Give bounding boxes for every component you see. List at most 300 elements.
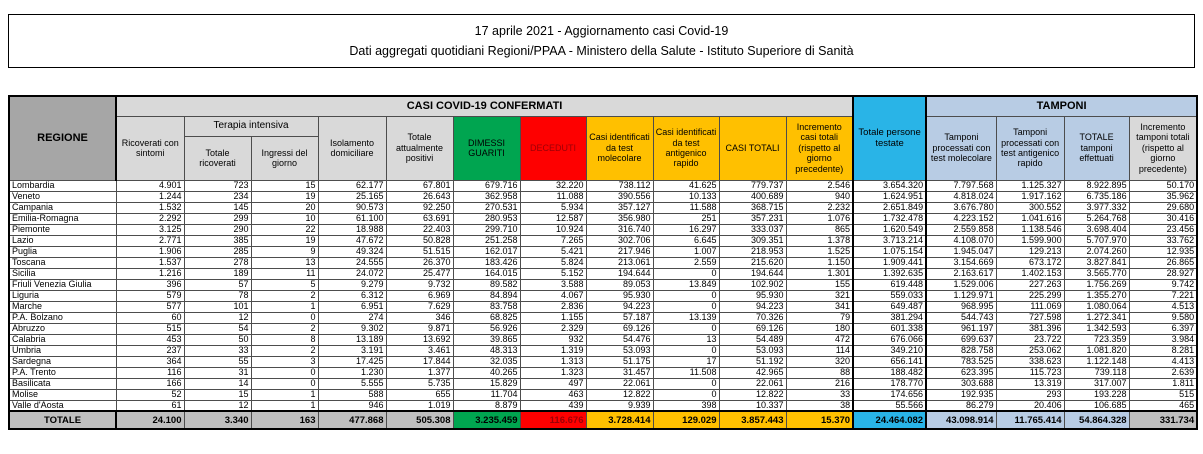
value-cell: 3.827.841 (1064, 257, 1129, 268)
total-value-cell: 116.676 (520, 411, 586, 429)
value-cell: 2.232 (786, 202, 853, 213)
value-cell: 67.801 (386, 180, 453, 191)
total-value-cell: 54.864.328 (1064, 411, 1129, 429)
value-cell: 739.118 (1064, 367, 1129, 378)
region-row (9, 279, 1197, 290)
group-header-terapia-intensiva: Terapia intensiva (184, 116, 318, 136)
total-value-cell: 477.868 (318, 411, 386, 429)
total-label: TOTALE (9, 411, 116, 429)
col-header-tamponi-molecolare: Tamponi processati con test molecolare (926, 116, 996, 180)
value-cell: 2.836 (520, 301, 586, 312)
value-cell: 356.980 (586, 213, 653, 224)
value-cell: 26.370 (386, 257, 453, 268)
value-cell: 194.644 (719, 268, 786, 279)
col-header-persone-testate: Totale persone testate (853, 96, 926, 180)
col-header-regione: REGIONE (9, 96, 116, 180)
value-cell: 1.756.269 (1064, 279, 1129, 290)
value-cell: 20 (251, 202, 318, 213)
value-cell: 699.637 (926, 334, 996, 345)
value-cell: 216 (786, 378, 853, 389)
value-cell: 15.829 (453, 378, 520, 389)
value-cell: 0 (251, 378, 318, 389)
value-cell: 5 (251, 279, 318, 290)
value-cell: 1.007 (653, 246, 719, 257)
value-cell: 31 (184, 367, 251, 378)
value-cell: 0 (653, 301, 719, 312)
value-cell: 13.319 (996, 378, 1064, 389)
value-cell: 251.258 (453, 235, 520, 246)
value-cell: 26.865 (1129, 257, 1197, 268)
value-cell: 1.378 (786, 235, 853, 246)
col-header-ti-ingressi: Ingressi del giorno (251, 136, 318, 180)
value-cell: 22 (251, 224, 318, 235)
value-cell: 1.906 (116, 246, 184, 257)
value-cell: 62.177 (318, 180, 386, 191)
value-cell: 57 (184, 279, 251, 290)
value-cell: 57.187 (586, 312, 653, 323)
value-cell: 12.587 (520, 213, 586, 224)
value-cell: 13.849 (653, 279, 719, 290)
value-cell: 0 (653, 290, 719, 301)
value-cell: 68.825 (453, 312, 520, 323)
value-cell: 364 (116, 356, 184, 367)
value-cell: 19 (251, 191, 318, 202)
value-cell: 19 (251, 235, 318, 246)
value-cell: 114 (786, 345, 853, 356)
value-cell: 673.172 (996, 257, 1064, 268)
value-cell: 649.487 (853, 301, 926, 312)
value-cell: 26.643 (386, 191, 453, 202)
value-cell: 280.953 (453, 213, 520, 224)
value-cell: 1.155 (520, 312, 586, 323)
value-cell: 932 (520, 334, 586, 345)
value-cell: 2.163.617 (926, 268, 996, 279)
region-name: Lazio (9, 235, 116, 246)
value-cell: 9.279 (318, 279, 386, 290)
value-cell: 17.425 (318, 356, 386, 367)
total-value-cell: 3.857.443 (719, 411, 786, 429)
value-cell: 52 (116, 389, 184, 400)
value-cell: 12.822 (586, 389, 653, 400)
value-cell: 497 (520, 378, 586, 389)
value-cell: 11.508 (653, 367, 719, 378)
value-cell: 53.093 (586, 345, 653, 356)
value-cell: 48.313 (453, 345, 520, 356)
value-cell: 9.580 (1129, 312, 1197, 323)
value-cell: 1 (251, 389, 318, 400)
region-name: Umbria (9, 345, 116, 356)
value-cell: 51.175 (586, 356, 653, 367)
value-cell: 1.080.064 (1064, 301, 1129, 312)
value-cell: 515 (1129, 389, 1197, 400)
value-cell: 35.962 (1129, 191, 1197, 202)
value-cell: 588 (318, 389, 386, 400)
value-cell: 1.323 (520, 367, 586, 378)
value-cell: 84.894 (453, 290, 520, 301)
value-cell: 1.525 (786, 246, 853, 257)
value-cell: 968.995 (926, 301, 996, 312)
value-cell: 2.074.260 (1064, 246, 1129, 257)
value-cell: 95.930 (719, 290, 786, 301)
value-cell: 465 (1129, 400, 1197, 411)
region-row (9, 356, 1197, 367)
region-name: Calabria (9, 334, 116, 345)
value-cell: 3.977.332 (1064, 202, 1129, 213)
value-cell: 865 (786, 224, 853, 235)
value-cell: 8.879 (453, 400, 520, 411)
value-cell: 23.722 (996, 334, 1064, 345)
value-cell: 1.599.900 (996, 235, 1064, 246)
region-name: Sardegna (9, 356, 116, 367)
value-cell: 60 (116, 312, 184, 323)
region-row (9, 180, 1197, 191)
value-cell: 1.377 (386, 367, 453, 378)
value-cell: 4.901 (116, 180, 184, 191)
value-cell: 162.017 (453, 246, 520, 257)
value-cell: 2.559.858 (926, 224, 996, 235)
value-cell: 1.122.148 (1064, 356, 1129, 367)
value-cell: 679.716 (453, 180, 520, 191)
value-cell: 3.698.404 (1064, 224, 1129, 235)
total-value-cell: 3.235.459 (453, 411, 520, 429)
value-cell: 5.152 (520, 268, 586, 279)
region-name: Veneto (9, 191, 116, 202)
value-cell: 86.279 (926, 400, 996, 411)
value-cell: 579 (116, 290, 184, 301)
value-cell: 61 (116, 400, 184, 411)
value-cell: 1.019 (386, 400, 453, 411)
value-cell: 463 (520, 389, 586, 400)
region-name: Valle d'Aosta (9, 400, 116, 411)
value-cell: 3.654.320 (853, 180, 926, 191)
value-cell: 2.292 (116, 213, 184, 224)
value-cell: 13.189 (318, 334, 386, 345)
value-cell: 472 (786, 334, 853, 345)
value-cell: 10.924 (520, 224, 586, 235)
value-cell: 55 (184, 356, 251, 367)
value-cell: 723 (184, 180, 251, 191)
value-cell: 3.676.780 (926, 202, 996, 213)
report-title-box (8, 14, 1195, 68)
value-cell: 333.037 (719, 224, 786, 235)
value-cell: 155 (786, 279, 853, 290)
value-cell: 47.672 (318, 235, 386, 246)
value-cell: 779.737 (719, 180, 786, 191)
value-cell: 1.076 (786, 213, 853, 224)
total-value-cell: 331.734 (1129, 411, 1197, 429)
value-cell: 321 (786, 290, 853, 301)
value-cell: 22.061 (586, 378, 653, 389)
region-row (9, 301, 1197, 312)
total-value-cell: 11.765.414 (996, 411, 1064, 429)
region-name: P.A. Trento (9, 367, 116, 378)
col-header-tamponi-antigenico: Tamponi processati con test antigenico rapido (996, 116, 1064, 180)
value-cell: 0 (653, 345, 719, 356)
value-cell: 51.515 (386, 246, 453, 257)
value-cell: 656.141 (853, 356, 926, 367)
value-cell: 178.770 (853, 378, 926, 389)
value-cell: 17.844 (386, 356, 453, 367)
value-cell: 29.680 (1129, 202, 1197, 213)
col-header-tamponi-totale: TOTALE tamponi effettuati (1064, 116, 1129, 180)
value-cell: 6.969 (386, 290, 453, 301)
value-cell: 1.355.270 (1064, 290, 1129, 301)
value-cell: 16.297 (653, 224, 719, 235)
value-cell: 2.639 (1129, 367, 1197, 378)
region-row (9, 290, 1197, 301)
value-cell: 225.299 (996, 290, 1064, 301)
value-cell: 783.525 (926, 356, 996, 367)
value-cell: 92.250 (386, 202, 453, 213)
value-cell: 9.742 (1129, 279, 1197, 290)
value-cell: 1.909.441 (853, 257, 926, 268)
region-row (9, 400, 1197, 411)
region-row (9, 389, 1197, 400)
value-cell: 1.138.546 (996, 224, 1064, 235)
value-cell: 270.531 (453, 202, 520, 213)
value-cell: 2 (251, 323, 318, 334)
table-body (9, 180, 1197, 411)
report-subtitle: Dati aggregati quotidiani Regioni/PPAA - Ministero della Salute - Istituto Superiore di Sanità (349, 44, 854, 58)
value-cell: 32.220 (520, 180, 586, 191)
value-cell: 30.416 (1129, 213, 1197, 224)
total-value-cell: 505.308 (386, 411, 453, 429)
value-cell: 180 (786, 323, 853, 334)
value-cell: 50.828 (386, 235, 453, 246)
value-cell: 13 (653, 334, 719, 345)
region-name: Marche (9, 301, 116, 312)
value-cell: 1.811 (1129, 378, 1197, 389)
value-cell: 4.067 (520, 290, 586, 301)
value-cell: 1.392.635 (853, 268, 926, 279)
value-cell: 50.170 (1129, 180, 1197, 191)
value-cell: 10 (251, 213, 318, 224)
value-cell: 2.559 (653, 257, 719, 268)
value-cell: 188.482 (853, 367, 926, 378)
value-cell: 78 (184, 290, 251, 301)
value-cell: 251 (653, 213, 719, 224)
value-cell: 102.902 (719, 279, 786, 290)
value-cell: 33 (184, 345, 251, 356)
value-cell: 28.927 (1129, 268, 1197, 279)
col-header-attualmente-positivi: Totale attualmente positivi (386, 116, 453, 180)
value-cell: 69.126 (586, 323, 653, 334)
value-cell: 290 (184, 224, 251, 235)
value-cell: 70.326 (719, 312, 786, 323)
value-cell: 4.223.152 (926, 213, 996, 224)
value-cell: 15 (184, 389, 251, 400)
value-cell: 5.824 (520, 257, 586, 268)
total-value-cell: 163 (251, 411, 318, 429)
value-cell: 217.946 (586, 246, 653, 257)
group-header-tamponi: TAMPONI (926, 96, 1197, 116)
value-cell: 10.337 (719, 400, 786, 411)
value-cell: 218.953 (719, 246, 786, 257)
value-cell: 3.191 (318, 345, 386, 356)
value-cell: 115.723 (996, 367, 1064, 378)
value-cell: 940 (786, 191, 853, 202)
col-header-ti-totale: Totale ricoverati (184, 136, 251, 180)
region-name: Toscana (9, 257, 116, 268)
value-cell: 338.623 (996, 356, 1064, 367)
value-cell: 2 (251, 345, 318, 356)
value-cell: 145 (184, 202, 251, 213)
region-name: Campania (9, 202, 116, 213)
col-header-casi-antigenico: Casi identificati da test antigenico rapido (653, 116, 719, 180)
value-cell: 32.035 (453, 356, 520, 367)
value-cell: 237 (116, 345, 184, 356)
value-cell: 2.329 (520, 323, 586, 334)
total-value-cell: 3.728.414 (586, 411, 653, 429)
region-row (9, 224, 1197, 235)
value-cell: 439 (520, 400, 586, 411)
value-cell: 41.625 (653, 180, 719, 191)
value-cell: 33 (786, 389, 853, 400)
value-cell: 12.935 (1129, 246, 1197, 257)
value-cell: 94.223 (586, 301, 653, 312)
value-cell: 9.939 (586, 400, 653, 411)
value-cell: 183.426 (453, 257, 520, 268)
value-cell: 1.313 (520, 356, 586, 367)
value-cell: 1.125.327 (996, 180, 1064, 191)
value-cell: 299 (184, 213, 251, 224)
value-cell: 9.732 (386, 279, 453, 290)
value-cell: 116 (116, 367, 184, 378)
total-value-cell: 24.464.082 (853, 411, 926, 429)
value-cell: 24.555 (318, 257, 386, 268)
region-name: P.A. Bolzano (9, 312, 116, 323)
value-cell: 946 (318, 400, 386, 411)
value-cell: 1.624.951 (853, 191, 926, 202)
col-header-ricoverati: Ricoverati con sintomi (116, 116, 184, 180)
value-cell: 398 (653, 400, 719, 411)
value-cell: 22.403 (386, 224, 453, 235)
value-cell: 11.088 (520, 191, 586, 202)
value-cell: 13 (251, 257, 318, 268)
group-header-casi-confermati: CASI COVID-19 CONFERMATI (116, 96, 853, 116)
value-cell: 56.926 (453, 323, 520, 334)
value-cell: 0 (653, 268, 719, 279)
value-cell: 1.230 (318, 367, 386, 378)
value-cell: 164.015 (453, 268, 520, 279)
value-cell: 24.072 (318, 268, 386, 279)
value-cell: 515 (116, 323, 184, 334)
value-cell: 6.645 (653, 235, 719, 246)
value-cell: 316.740 (586, 224, 653, 235)
value-cell: 39.865 (453, 334, 520, 345)
value-cell: 0 (653, 378, 719, 389)
value-cell: 4.513 (1129, 301, 1197, 312)
value-cell: 2 (251, 290, 318, 301)
value-cell: 2.771 (116, 235, 184, 246)
value-cell: 5.707.970 (1064, 235, 1129, 246)
value-cell: 11.704 (453, 389, 520, 400)
value-cell: 1.244 (116, 191, 184, 202)
value-cell: 194.644 (586, 268, 653, 279)
value-cell: 253.062 (996, 345, 1064, 356)
value-cell: 8.281 (1129, 345, 1197, 356)
value-cell: 89.582 (453, 279, 520, 290)
region-name: Piemonte (9, 224, 116, 235)
value-cell: 10.133 (653, 191, 719, 202)
value-cell: 2.651.849 (853, 202, 926, 213)
region-row (9, 202, 1197, 213)
value-cell: 3.984 (1129, 334, 1197, 345)
value-cell: 1 (251, 301, 318, 312)
value-cell: 346 (386, 312, 453, 323)
value-cell: 9.871 (386, 323, 453, 334)
value-cell: 1.732.478 (853, 213, 926, 224)
value-cell: 13.692 (386, 334, 453, 345)
value-cell: 106.685 (1064, 400, 1129, 411)
value-cell: 1.917.162 (996, 191, 1064, 202)
col-header-casi-totali: CASI TOTALI (719, 116, 786, 180)
value-cell: 12.822 (719, 389, 786, 400)
value-cell: 381.294 (853, 312, 926, 323)
value-cell: 1.129.971 (926, 290, 996, 301)
value-cell: 6.951 (318, 301, 386, 312)
region-row (9, 323, 1197, 334)
value-cell: 559.033 (853, 290, 926, 301)
total-value-cell: 129.029 (653, 411, 719, 429)
value-cell: 1.529.006 (926, 279, 996, 290)
value-cell: 20.406 (996, 400, 1064, 411)
value-cell: 7.797.568 (926, 180, 996, 191)
value-cell: 14 (184, 378, 251, 389)
value-cell: 577 (116, 301, 184, 312)
value-cell: 38 (786, 400, 853, 411)
value-cell: 285 (184, 246, 251, 257)
value-cell: 1.272.341 (1064, 312, 1129, 323)
value-cell: 5.264.768 (1064, 213, 1129, 224)
region-name: Liguria (9, 290, 116, 301)
value-cell: 3.588 (520, 279, 586, 290)
col-header-incremento-tamponi: Incremento tamponi totali (rispetto al giorno precedente) (1129, 116, 1197, 180)
region-name: Puglia (9, 246, 116, 257)
value-cell: 7.221 (1129, 290, 1197, 301)
value-cell: 357.231 (719, 213, 786, 224)
value-cell: 23.456 (1129, 224, 1197, 235)
region-row (9, 268, 1197, 279)
region-row (9, 257, 1197, 268)
value-cell: 11.588 (653, 202, 719, 213)
region-row (9, 334, 1197, 345)
total-value-cell: 3.340 (184, 411, 251, 429)
value-cell: 9.302 (318, 323, 386, 334)
value-cell: 15 (251, 180, 318, 191)
value-cell: 90.573 (318, 202, 386, 213)
value-cell: 1.342.593 (1064, 323, 1129, 334)
value-cell: 6.312 (318, 290, 386, 301)
total-value-cell: 43.098.914 (926, 411, 996, 429)
value-cell: 7.629 (386, 301, 453, 312)
value-cell: 1.319 (520, 345, 586, 356)
table-footer (9, 411, 1197, 429)
region-name: Sicilia (9, 268, 116, 279)
value-cell: 4.818.024 (926, 191, 996, 202)
value-cell: 25.165 (318, 191, 386, 202)
value-cell: 390.556 (586, 191, 653, 202)
col-header-casi-molecolare: Casi identificati da test molecolare (586, 116, 653, 180)
value-cell: 3.713.214 (853, 235, 926, 246)
value-cell: 2.546 (786, 180, 853, 191)
value-cell: 3.125 (116, 224, 184, 235)
value-cell: 1.532 (116, 202, 184, 213)
col-header-deceduti: DECEDUTI (520, 116, 586, 180)
value-cell: 89.053 (586, 279, 653, 290)
value-cell: 303.688 (926, 378, 996, 389)
col-header-dimessi-guariti: DIMESSI GUARITI (453, 116, 520, 180)
